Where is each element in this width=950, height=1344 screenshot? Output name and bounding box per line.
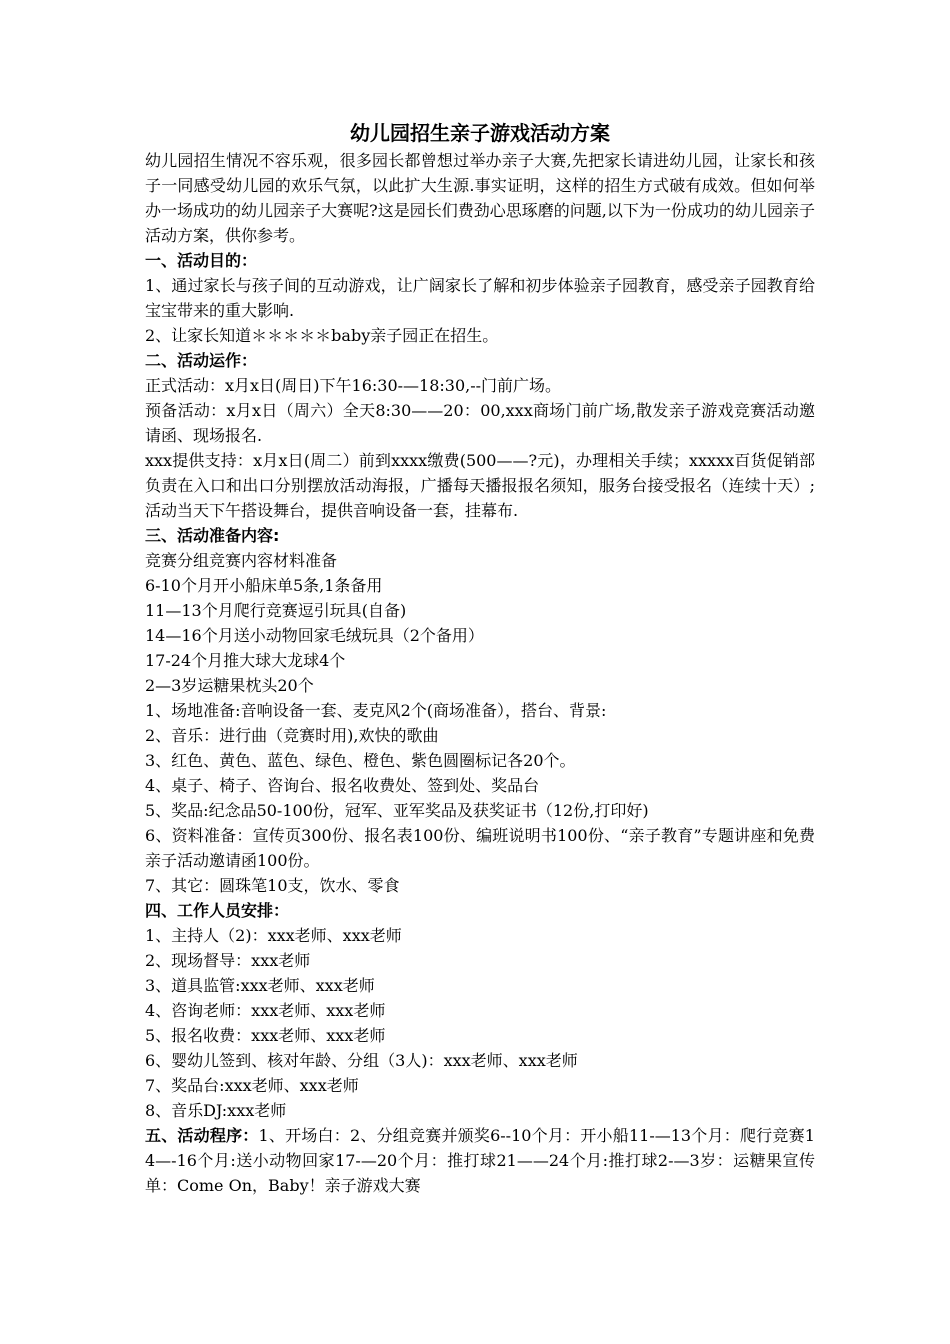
final-section-text: 1、开场白：2、分组竞赛并颁奖6--10个月：开小船11-—13个月：爬行竞赛14—-16个月:送小动物回家17-—20个月：推打球21——24个月:推打球2-—3岁：运糖果宣传单：Come On，Baby！亲子游戏大赛: [145, 1126, 815, 1195]
section-line: 竞赛分组竞赛内容材料准备: [145, 551, 338, 570]
section-line: 4、桌子、椅子、咨询台、报名收费处、签到处、奖品台: [145, 776, 540, 795]
document-page: [145, 118, 815, 1198]
final-section: [145, 1123, 815, 1198]
section-heading: 三、活动准备内容:: [145, 526, 280, 545]
section-line: 3、道具监管:xxx老师、xxx老师: [145, 976, 375, 995]
section-line: 17-24个月推大球大龙球4个: [145, 651, 346, 670]
section-line: 6、资料准备：宣传页300份、报名表100份、编班说明书100份、“亲子教育”专题讲座和免费亲子活动邀请函100份。: [145, 826, 815, 870]
section-line: 2、现场督导：xxx老师: [145, 951, 311, 970]
section-heading: 四、工作人员安排：: [145, 901, 290, 920]
intro-paragraph: 幼儿园招生情况不容乐观，很多园长都曾想过举办亲子大赛,先把家长请进幼儿园，让家长和孩子一同感受幼儿园的欢乐气氛，以此扩大生源.事实证明，这样的招生方式破有成效。但如何举办一场成功的幼儿园亲子大赛呢?这是园长们费劲心思琢磨的问题,以下为一份成功的幼儿园亲子活动方案，供你参考。: [145, 151, 815, 245]
section-line: 7、其它：圆珠笔10支，饮水、零食: [145, 876, 400, 895]
section-line: xxx提供支持：x月x日(周二）前到xxxx缴费(500——?元)，办理相关手续；xxxxx百货促销部负责在入口和出口分别摆放活动海报，广播每天播报报名须知，服务台接受报名（连续十天）;活动当天下午搭设舞台，提供音响设备一套，挂幕布.: [145, 451, 815, 520]
section-line: 11—13个月爬行竞赛逗引玩具(自备): [145, 601, 407, 620]
section-heading: 一、活动目的：: [145, 251, 258, 270]
section-line: 1、通过家长与孩子间的互动游戏，让广阔家长了解和初步体验亲子园教育，感受亲子园教育给宝宝带来的重大影响.: [145, 276, 815, 320]
section-line: 正式活动：x月x日(周日)下午16:30-—18:30,--门前广场。: [145, 376, 562, 395]
section-line: 5、奖品:纪念品50-100份，冠军、亚军奖品及获奖证书（12份,打印好): [145, 801, 649, 820]
section-line: 14—16个月送小动物回家毛绒玩具（2个备用）: [145, 626, 484, 645]
section-line: 预备活动：x月x日（周六）全天8:30——20：00,xxx商场门前广场,散发亲子游戏竞赛活动邀请函、现场报名.: [145, 401, 815, 445]
section-line: 5、报名收费：xxx老师、xxx老师: [145, 1026, 386, 1045]
section-line: 1、场地准备:音响设备一套、麦克风2个(商场准备），搭台、背景:: [145, 701, 607, 720]
section-line: 6、婴幼儿签到、核对年龄、分组（3人)：xxx老师、xxx老师: [145, 1051, 578, 1070]
section-line: 6-10个月开小船床单5条,1条备用: [145, 576, 383, 595]
section-line: 2、让家长知道＊＊＊＊＊baby亲子园正在招生。: [145, 326, 499, 345]
section: [145, 523, 815, 898]
sections-container: [145, 248, 815, 1123]
section-line: 1、主持人（2)：xxx老师、xxx老师: [145, 926, 402, 945]
section: [145, 348, 815, 523]
section-heading: 二、活动运作：: [145, 351, 258, 370]
section-line: 8、音乐DJ:xxx老师: [145, 1101, 287, 1120]
section-line: 3、红色、黄色、蓝色、绿色、橙色、紫色圆圈标记各20个。: [145, 751, 576, 770]
section: [145, 898, 815, 1123]
section-line: 2—3岁运糖果枕头20个: [145, 676, 314, 695]
section-line: 4、咨询老师：xxx老师、xxx老师: [145, 1001, 386, 1020]
final-section-heading: 五、活动程序：: [145, 1126, 259, 1145]
section-line: 2、音乐：进行曲（竞赛时用),欢快的歌曲: [145, 726, 439, 745]
document-title: 幼儿园招生亲子游戏活动方案: [350, 121, 610, 145]
section-line: 7、奖品台:xxx老师、xxx老师: [145, 1076, 359, 1095]
section: [145, 248, 815, 348]
